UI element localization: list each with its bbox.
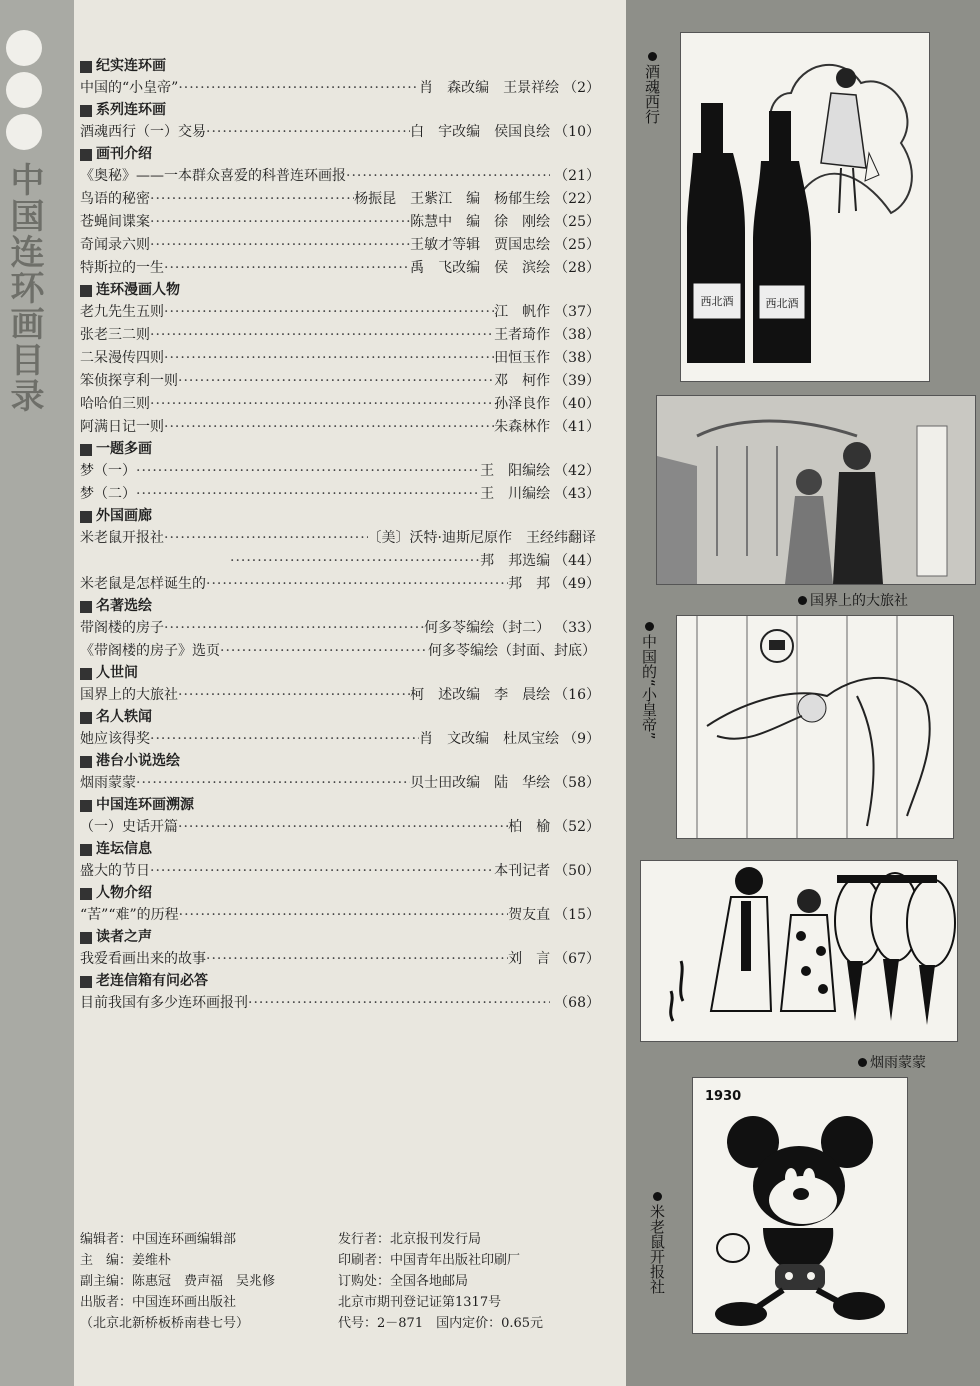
table-of-contents bbox=[80, 56, 600, 1015]
section-title: 外国画廊 bbox=[96, 508, 152, 524]
entry-credit: 〔美〕沃特·迪斯尼原作 王经纬翻译 bbox=[367, 530, 596, 546]
section-title: 人物介绍 bbox=[96, 885, 152, 901]
square-bullet-icon bbox=[80, 668, 92, 680]
entry-credit: 朱森林作 bbox=[494, 419, 551, 435]
dot-leader bbox=[179, 904, 509, 927]
wine-bottles-drawing bbox=[681, 33, 929, 381]
toc-section-heading bbox=[80, 707, 600, 728]
dot-leader bbox=[164, 527, 368, 550]
illustration-panel bbox=[626, 0, 980, 1386]
toc-section-heading bbox=[80, 144, 600, 165]
entry-credit: 邦 邦 bbox=[508, 576, 551, 592]
entry-credit: 孙泽良作 bbox=[494, 396, 551, 412]
section-title: 中国连环画溯源 bbox=[96, 797, 194, 813]
caption-wine bbox=[643, 52, 661, 124]
entry-credit: 柯 述改编 李 晨绘 bbox=[410, 687, 551, 703]
dot-leader bbox=[164, 416, 494, 439]
entry-page: （16） bbox=[554, 687, 600, 703]
entry-credit: 王 川编绘 bbox=[480, 486, 551, 502]
toc-section-heading bbox=[80, 100, 600, 121]
dot-leader bbox=[178, 684, 410, 707]
colophon-line: 副主编：陈惠冠 费声福 吴兆修 bbox=[80, 1274, 276, 1289]
toc-section-heading bbox=[80, 280, 600, 301]
entry-page: （33） bbox=[554, 620, 600, 636]
entry-page: （41） bbox=[554, 419, 600, 435]
toc-entry[interactable] bbox=[80, 301, 600, 324]
entry-credit: 刘 言 bbox=[508, 951, 551, 967]
toc-entry[interactable] bbox=[80, 904, 600, 927]
square-bullet-icon bbox=[80, 601, 92, 613]
dot-leader bbox=[178, 370, 494, 393]
section-title: 系列连环画 bbox=[96, 102, 166, 118]
entry-page: （49） bbox=[554, 576, 600, 592]
entry-page: （10） bbox=[554, 124, 600, 140]
colophon-left bbox=[80, 1229, 275, 1334]
mickey-year: 1930 bbox=[705, 1089, 742, 1104]
entry-title: 笨侦探亨利一则 bbox=[80, 373, 178, 389]
entry-credit: 禹 飞改编 侯 滨绘 bbox=[410, 260, 551, 276]
toc-section-heading bbox=[80, 927, 600, 948]
hotel-illustration bbox=[656, 395, 976, 585]
entry-page: （38） bbox=[554, 327, 600, 343]
entry-title: 梦（一） bbox=[80, 463, 136, 479]
toc-entry[interactable] bbox=[80, 860, 600, 883]
dot-leader bbox=[206, 948, 508, 971]
entry-page: （42） bbox=[554, 463, 600, 479]
entry-page: （39） bbox=[554, 373, 600, 389]
dot-leader bbox=[136, 460, 480, 483]
entry-page: （67） bbox=[554, 951, 600, 967]
entry-title: 酒魂西行（一）交易 bbox=[80, 124, 206, 140]
entry-title: 二呆漫传四则 bbox=[80, 350, 164, 366]
entry-credit: 邓 柯作 bbox=[494, 373, 551, 389]
dot-leader bbox=[164, 301, 494, 324]
colophon-line: 代号：2－871 国内定价：0.65元 bbox=[338, 1316, 544, 1331]
toc-section-heading bbox=[80, 883, 600, 904]
dot-leader bbox=[164, 617, 424, 640]
square-bullet-icon bbox=[80, 285, 92, 297]
entry-page: （43） bbox=[554, 486, 600, 502]
square-bullet-icon bbox=[80, 149, 92, 161]
dot-leader bbox=[150, 393, 494, 416]
colophon-line: 北京市期刊登记证第1317号 bbox=[338, 1295, 502, 1310]
dot-leader bbox=[206, 573, 508, 596]
toc-entry[interactable] bbox=[80, 816, 600, 839]
toc-entry[interactable] bbox=[80, 527, 600, 550]
decor-dot bbox=[6, 114, 42, 150]
section-title: 老连信箱有问必答 bbox=[96, 973, 208, 989]
caption-text: 中国的“小皇帝” bbox=[640, 634, 658, 740]
toc-entry[interactable] bbox=[80, 617, 600, 640]
toc-section-heading bbox=[80, 795, 600, 816]
toc-entry[interactable] bbox=[80, 257, 600, 280]
colophon-line: 印刷者：中国青年出版社印刷厂 bbox=[338, 1253, 521, 1268]
entry-page: （15） bbox=[554, 907, 600, 923]
entry-credit: 本刊记者 bbox=[494, 863, 551, 879]
square-bullet-icon bbox=[80, 511, 92, 523]
caption-text: 烟雨蒙蒙 bbox=[870, 1055, 926, 1071]
entry-title: 《奥秘》——一本群众喜爱的科普连环画报 bbox=[80, 168, 346, 184]
toc-entry[interactable] bbox=[80, 684, 600, 707]
dot-leader bbox=[150, 860, 494, 883]
caption-text: 米老鼠开报社 bbox=[648, 1204, 666, 1294]
decor-dot bbox=[6, 30, 42, 66]
mickey-drawing bbox=[693, 1078, 907, 1333]
entry-credit: 何多苓编绘（封面、封底） bbox=[428, 643, 596, 659]
entry-title: 盛大的节日 bbox=[80, 863, 150, 879]
toc-section-heading bbox=[80, 839, 600, 860]
entry-title: 《带阁楼的房子》选页 bbox=[80, 643, 220, 659]
square-bullet-icon bbox=[80, 61, 92, 73]
dot-leader bbox=[150, 324, 494, 347]
dot-leader bbox=[164, 347, 494, 370]
decor-dot bbox=[6, 72, 42, 108]
entry-page: （9） bbox=[563, 731, 600, 747]
entry-page: （22） bbox=[554, 191, 600, 207]
dot-leader bbox=[150, 211, 410, 234]
section-title: 连坛信息 bbox=[96, 841, 152, 857]
square-bullet-icon bbox=[80, 444, 92, 456]
square-bullet-icon bbox=[80, 105, 92, 117]
entry-page: （28） bbox=[554, 260, 600, 276]
toc-entry[interactable] bbox=[80, 165, 600, 188]
toc-section-heading bbox=[80, 663, 600, 684]
entry-page: （52） bbox=[554, 819, 600, 835]
bullet-icon bbox=[858, 1058, 867, 1067]
dot-leader bbox=[150, 188, 354, 211]
bullet-icon bbox=[648, 52, 657, 61]
toc-entry[interactable] bbox=[80, 992, 600, 1015]
section-title: 港台小说选绘 bbox=[96, 753, 180, 769]
entry-title: 中国的“小皇帝” bbox=[80, 80, 179, 96]
bullet-icon bbox=[653, 1192, 662, 1201]
bottle-label-left: 西北酒 bbox=[700, 295, 734, 308]
toc-section-heading bbox=[80, 596, 600, 617]
caption-rain bbox=[858, 1052, 926, 1072]
entry-page: （44） bbox=[554, 553, 600, 569]
toc-entry[interactable] bbox=[80, 573, 600, 596]
section-title: 画刊介绍 bbox=[96, 146, 152, 162]
entry-page: （21） bbox=[554, 168, 600, 184]
square-bullet-icon bbox=[80, 932, 92, 944]
toc-entry[interactable] bbox=[80, 483, 600, 506]
entry-credit: 王敏才等辑 贾国忠绘 bbox=[410, 237, 551, 253]
section-title: 名著选绘 bbox=[96, 598, 152, 614]
entry-credit: 王 阳编绘 bbox=[480, 463, 551, 479]
colophon-line: 主 编：姜维朴 bbox=[80, 1253, 172, 1268]
bottle-label-right: 西北酒 bbox=[765, 297, 799, 310]
left-band bbox=[0, 0, 74, 1386]
entry-title: 苍蝇间谍案 bbox=[80, 214, 150, 230]
rain-illustration bbox=[640, 860, 958, 1042]
entry-title: “苦”“难”的历程 bbox=[80, 907, 179, 923]
toc-entry[interactable] bbox=[80, 188, 600, 211]
entry-page: （37） bbox=[554, 304, 600, 320]
colophon-line: （北京北新桥板桥南巷七号） bbox=[80, 1316, 250, 1331]
caption-hotel bbox=[798, 590, 908, 610]
entry-credit: 陈慧中 编 徐 刚绘 bbox=[410, 214, 551, 230]
dot-leader bbox=[178, 77, 419, 100]
toc-entry[interactable] bbox=[80, 640, 600, 663]
entry-credit: 肖 森改编 王景祥绘 bbox=[419, 80, 560, 96]
entry-page: （38） bbox=[554, 350, 600, 366]
emperor-illustration bbox=[676, 615, 954, 839]
toc-entry[interactable] bbox=[80, 370, 600, 393]
toc-entry[interactable] bbox=[80, 347, 600, 370]
bullet-icon bbox=[798, 596, 807, 605]
toc-section-heading bbox=[80, 751, 600, 772]
entry-title: 奇闻录六则 bbox=[80, 237, 150, 253]
dot-leader bbox=[220, 640, 428, 663]
toc-section-heading bbox=[80, 439, 600, 460]
dot-leader bbox=[346, 165, 550, 188]
wine-illustration bbox=[680, 32, 930, 382]
entry-title: 老九先生五则 bbox=[80, 304, 164, 320]
entry-credit: 白 宇改编 侯国良绘 bbox=[410, 124, 551, 140]
entry-page: （25） bbox=[554, 214, 600, 230]
toc-entry[interactable] bbox=[80, 77, 600, 100]
entry-title: 阿满日记一则 bbox=[80, 419, 164, 435]
entry-credit: 何多苓编绘（封二） bbox=[424, 620, 551, 636]
square-bullet-icon bbox=[80, 756, 92, 768]
colophon-line: 发行者：北京报刊发行局 bbox=[338, 1232, 482, 1247]
dot-leader bbox=[178, 816, 508, 839]
caption-text: 国界上的大旅社 bbox=[810, 593, 908, 609]
entry-title: 国界上的大旅社 bbox=[80, 687, 178, 703]
entry-credit: 肖 文改编 杜凤宝绘 bbox=[419, 731, 560, 747]
entry-page: （58） bbox=[554, 775, 600, 791]
caption-text: 酒魂西行 bbox=[643, 64, 661, 124]
entry-credit: 田恒玉作 bbox=[494, 350, 551, 366]
caption-emperor bbox=[640, 622, 658, 740]
entry-page: （40） bbox=[554, 396, 600, 412]
toc-entry[interactable] bbox=[80, 211, 600, 234]
mickey-illustration bbox=[692, 1077, 908, 1334]
entry-title: 哈哈伯三则 bbox=[80, 396, 150, 412]
toc-entry[interactable] bbox=[80, 234, 600, 257]
dot-leader bbox=[136, 483, 480, 506]
section-title: 纪实连环画 bbox=[96, 58, 166, 74]
entry-page: （68） bbox=[554, 995, 600, 1011]
entry-title: 烟雨蒙蒙 bbox=[80, 775, 136, 791]
entry-title: 米老鼠是怎样诞生的 bbox=[80, 576, 206, 592]
emperor-drawing bbox=[677, 616, 953, 838]
section-title: 名人轶闻 bbox=[96, 709, 152, 725]
entry-credit: 柏 榆 bbox=[508, 819, 551, 835]
colophon-line: 出版者：中国连环画出版社 bbox=[80, 1295, 237, 1310]
toc-entry[interactable] bbox=[80, 324, 600, 347]
section-title: 连环漫画人物 bbox=[96, 282, 180, 298]
entry-page: （2） bbox=[563, 80, 600, 96]
entry-title: 我爱看画出来的故事 bbox=[80, 951, 206, 967]
caption-mickey bbox=[648, 1192, 666, 1294]
entry-page: （25） bbox=[554, 237, 600, 253]
entry-title: 梦（二） bbox=[80, 486, 136, 502]
section-title: 读者之声 bbox=[96, 929, 152, 945]
toc-section-heading bbox=[80, 506, 600, 527]
toc-entry[interactable] bbox=[80, 121, 600, 144]
square-bullet-icon bbox=[80, 844, 92, 856]
entry-credit: 贺友直 bbox=[508, 907, 551, 923]
section-title: 人世间 bbox=[96, 665, 138, 681]
square-bullet-icon bbox=[80, 888, 92, 900]
entry-title: 她应该得奖 bbox=[80, 731, 150, 747]
dot-leader bbox=[206, 121, 410, 144]
dot-leader bbox=[164, 257, 410, 280]
dot-leader bbox=[248, 992, 550, 1015]
entry-title: 特斯拉的一生 bbox=[80, 260, 164, 276]
toc-entry[interactable] bbox=[80, 550, 600, 573]
colophon-line: 编辑者：中国连环画编辑部 bbox=[80, 1232, 237, 1247]
section-title: 一题多画 bbox=[96, 441, 152, 457]
vertical-title: 中国连环画目录 bbox=[4, 162, 44, 414]
dot-leader bbox=[230, 550, 480, 573]
entry-credit: 王者琦作 bbox=[494, 327, 551, 343]
square-bullet-icon bbox=[80, 712, 92, 724]
entry-title: （一）史话开篇 bbox=[80, 819, 178, 835]
entry-page: （50） bbox=[554, 863, 600, 879]
entry-title: 带阁楼的房子 bbox=[80, 620, 164, 636]
entry-credit: 杨振昆 王紫江 编 杨郁生绘 bbox=[354, 191, 551, 207]
colophon-right bbox=[338, 1229, 543, 1334]
toc-entry[interactable] bbox=[80, 460, 600, 483]
toc-entry[interactable] bbox=[80, 416, 600, 439]
rain-scene-drawing bbox=[641, 861, 957, 1041]
entry-credit: 邦 邦选编 bbox=[480, 553, 551, 569]
toc-entry[interactable] bbox=[80, 772, 600, 795]
dot-leader bbox=[150, 728, 419, 751]
toc-section-heading bbox=[80, 56, 600, 77]
hotel-scene-drawing bbox=[657, 396, 975, 584]
toc-entry[interactable] bbox=[80, 728, 600, 751]
dot-leader bbox=[136, 772, 410, 795]
toc-entry[interactable] bbox=[80, 393, 600, 416]
toc-entry[interactable] bbox=[80, 948, 600, 971]
toc-section-heading bbox=[80, 971, 600, 992]
bullet-icon bbox=[645, 622, 654, 631]
colophon-line: 订购处：全国各地邮局 bbox=[338, 1274, 469, 1289]
entry-title: 张老三二则 bbox=[80, 327, 150, 343]
square-bullet-icon bbox=[80, 976, 92, 988]
dot-leader bbox=[150, 234, 410, 257]
square-bullet-icon bbox=[80, 800, 92, 812]
entry-title: 目前我国有多少连环画报刊 bbox=[80, 995, 248, 1011]
entry-credit: 江 帆作 bbox=[494, 304, 551, 320]
entry-credit: 贝士田改编 陆 华绘 bbox=[410, 775, 551, 791]
entry-title: 米老鼠开报社 bbox=[80, 530, 164, 546]
entry-title: 鸟语的秘密 bbox=[80, 191, 150, 207]
